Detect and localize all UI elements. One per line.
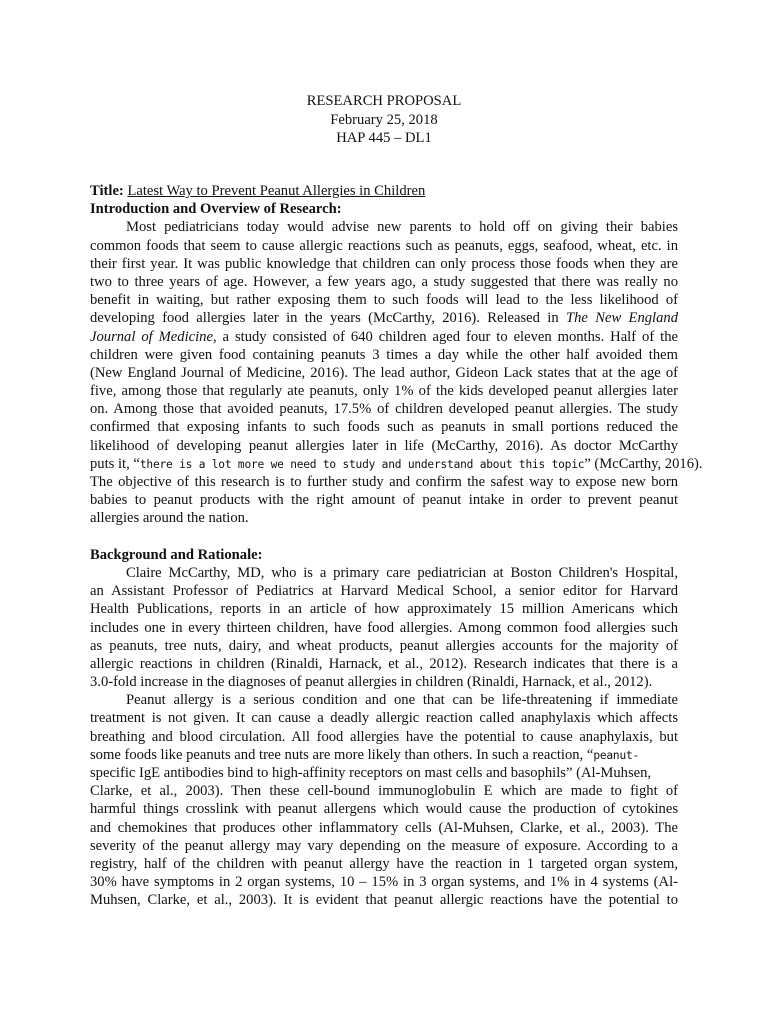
intro-line: children were given food containing peanuts 3 times a day while the other half avoided them [90, 346, 678, 363]
background-line: Peanut allergy is a serious condition and one that can be life-threatening if immediate [126, 692, 678, 709]
intro-line: confirmed that exposing infants to such foods such as peanuts in small portions reduced the [90, 419, 678, 436]
proposal-label: RESEARCH PROPOSAL [306, 93, 462, 109]
proposal-date: February 25, 2018 [330, 111, 438, 128]
intro-line [90, 455, 703, 473]
intro-line [90, 328, 678, 346]
intro-line: on. Among those that avoided peanuts, 17.5% of children developed peanut allergies. The study [90, 401, 678, 418]
background-line: as peanuts, tree nuts, dairy, and wheat products, peanut allergies accounts for the majority of [90, 637, 678, 654]
background-line: an Assistant Professor of Pediatrics at Harvard Medical School, a senior editor for Harvard [90, 583, 678, 600]
paragraph-gap [90, 528, 678, 546]
course-code: HAP 445 – DL1 [336, 130, 432, 146]
intro-line: five, among those that regularly ate peanuts, only 1% of the kids developed peanut allergies later [90, 383, 678, 400]
intro-line: babies to peanut products with the right amount of peanut intake in order to prevent peanut [90, 492, 678, 509]
journal-name: The New England [566, 310, 678, 327]
background-heading [90, 546, 678, 564]
background-heading-text: Background and Rationale: [90, 546, 263, 563]
title-line [90, 182, 678, 200]
background-line [90, 746, 678, 764]
background-line: 30% have symptoms in 2 organ systems, 10 – 15% in 3 organ systems, and 1% in 4 systems (Al- [90, 874, 678, 891]
intro-line: likelihood of developing peanut allergies later in life (McCarthy, 2016). As doctor McCarthy [90, 437, 678, 454]
intro-line: The objective of this research is to further study and confirm the safest way to expose new born [90, 474, 678, 490]
quoted-text: there is a lot more we need to study and understand about this topic [139, 457, 585, 471]
intro-text-span: a study consisted of 640 children aged four to eleven months. Half of the [216, 328, 678, 345]
intro-line: Most pediatricians today would advise new parents to hold off on giving their babies [126, 219, 678, 236]
intro-text-span: puts it, “ [90, 455, 140, 472]
background-line: Muhsen, Clarke, et al., 2003). It is evident that peanut allergic reactions have the potential to [90, 892, 678, 909]
background-text-span: some foods like peanuts and tree nuts are more likely than others. In such a reaction, “ [90, 746, 594, 763]
intro-text-span: ” (McCarthy, 2016). [584, 455, 703, 472]
background-line: harmful things crosslink with peanut allergens which would cause the production of cytokines [90, 801, 678, 818]
title-label: Title: [90, 183, 124, 199]
intro-line: their first year. It was public knowledge that children can only process those foods when they are [90, 255, 678, 272]
proposal-title: Latest Way to Prevent Peanut Allergies in Children [127, 183, 426, 199]
background-line: Health Publications, reports in an article of how approximately 15 million Americans which [90, 601, 678, 618]
intro-line: two to three years of age. However, a few years ago, a study suggested that there was really no [90, 273, 678, 290]
background-line: Claire McCarthy, MD, who is a primary care pediatrician at Boston Children's Hospital, [126, 564, 678, 581]
quoted-text: peanut- [593, 748, 640, 762]
background-line: registry, half of the children with peanut allergy have the reaction in 1 targeted organ system, [90, 855, 678, 872]
document-header [0, 92, 768, 148]
intro-line: benefit in waiting, but rather exposing them to such foods will lead to the less likelihood of [90, 292, 678, 309]
background-line: allergic reactions in children (Rinaldi, Harnack, et al., 2012). Research indicates that there is a [90, 655, 678, 672]
intro-text-span: developing food allergies later in the years (McCarthy, 2016). Released in [90, 310, 559, 327]
intro-heading-text: Introduction and Overview of Research: [90, 201, 342, 218]
background-line: Clarke, et al., 2003). Then these cell-bound immunoglobulin E which are made to fight of [90, 783, 678, 800]
background-line: breathing and blood circulation. All food allergies have the potential to cause anaphylaxis, but [90, 728, 678, 745]
background-line [90, 764, 678, 782]
intro-line [90, 309, 678, 327]
background-line: includes one in every thirteen children, have food allergies. Among common food allergies such [90, 619, 678, 636]
background-line: and chemokines that produces other inflammatory cells (Al-Muhsen, Clarke, et al., 2003). The [90, 819, 678, 836]
document-body [90, 182, 703, 910]
background-line: treatment is not given. It can cause a deadly allergic reaction called anaphylaxis which affects [90, 710, 678, 727]
intro-heading [90, 200, 678, 218]
background-text-span: specific IgE antibodies bind to high-affinity receptors on mast cells and basophils [90, 765, 566, 781]
background-text-span: ” (Al-Muhsen, [565, 765, 652, 781]
background-line: severity of the peanut allergy may vary depending on the measure of exposure. According to a [90, 837, 678, 854]
intro-line: allergies around the nation. [90, 510, 249, 527]
journal-name-cont: Journal of Medicine, [90, 328, 217, 345]
background-line: 3.0-fold increase in the diagnoses of peanut allergies in children (Rinaldi, Harnack, et al., 2012). [90, 674, 653, 691]
intro-line: common foods that seem to cause allergic reactions such as peanuts, eggs, seafood, wheat, etc. in [90, 237, 678, 254]
intro-line: (New England Journal of Medicine, 2016). The lead author, Gideon Lack states that at the age of [90, 364, 678, 381]
